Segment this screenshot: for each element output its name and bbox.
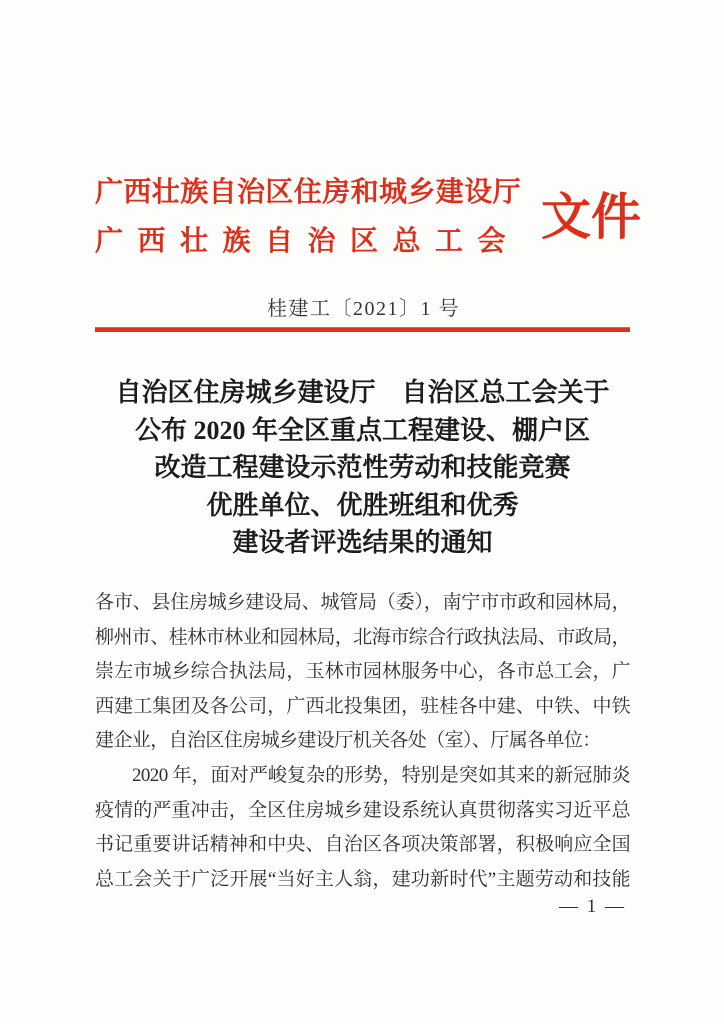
body-line: 疫情的严重冲击，全区住房城乡建设系统认真贯彻落实习近平总 (95, 799, 630, 821)
letterhead (95, 168, 641, 266)
title-line: 建设者评选结果的通知 (232, 528, 493, 557)
body-line: 书记重要讲话精神和中央、自治区各项决策部署，积极响应全国 (95, 834, 630, 856)
org-name-line2: 广西壮族自治区总工会 (95, 226, 521, 257)
body-line: 崇左市城乡综合执法局，玉林市园林服务中心，各市总工会，广 (95, 661, 630, 683)
title-line: 优胜单位、优胜班组和优秀 (206, 490, 519, 520)
title-line: 自治区住房城乡建设厅 自治区总工会关于 (115, 378, 610, 407)
title-line: 公布 2020 年全区重点工程建设、棚户区 (134, 415, 590, 445)
body-line: 各市、县住房城乡建设局、城管局（委），南宁市市政和园林局， (95, 592, 630, 613)
body-text (95, 586, 630, 897)
body-line: 柳州市、桂林市林业和园林局，北海市综合行政执法局、市政局， (95, 626, 630, 648)
page-number: — 1 — (559, 896, 626, 917)
body-line: 总工会关于广泛开展“当好主人翁，建功新时代”主题劳动和技能 (95, 868, 630, 890)
red-divider-line (95, 327, 630, 332)
document-title (85, 374, 640, 562)
body-line: 2020 年，面对严峻复杂的形势，特别是突如其来的新冠肺炎 (132, 764, 630, 786)
doc-number: 桂建工〔2021〕1 号 (267, 298, 460, 320)
doc-type-label: 文件 (541, 189, 641, 245)
body-line: 西建工集团及各公司，广西北投集团，驻桂各中建、中铁、中铁 (95, 695, 630, 717)
title-line: 改造工程建设示范性劳动和技能竞赛 (154, 453, 571, 482)
org-name-line1: 广西壮族自治区住房和城乡建设厅 (95, 177, 522, 208)
letterhead-org-names (95, 168, 527, 266)
body-line: 建企业，自治区住房城乡建设厅机关各处（室）、厅属各单位： (95, 730, 601, 752)
